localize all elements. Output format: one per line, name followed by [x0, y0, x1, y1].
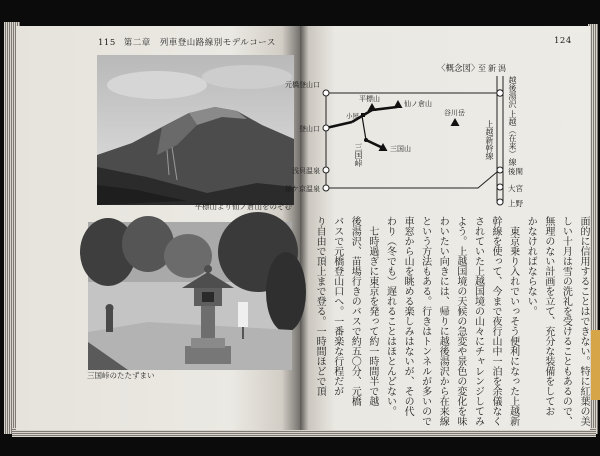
to-niigata-label: 至新潟	[478, 64, 508, 73]
left-running-head	[98, 36, 276, 48]
peak-sennokura: 仙ノ倉山	[404, 100, 432, 108]
station-gokan: 後閑	[508, 167, 523, 176]
photo-top-caption: 平標山より仙ノ倉山をのぞむ	[194, 202, 292, 211]
text-column: わり（冬でも）遅れることはほとんどない。	[384, 216, 396, 416]
station-marker-icon	[497, 199, 503, 205]
line-joetsu-shinkansen: 上越新幹線	[485, 120, 494, 160]
photo-bottom-caption: 三国峠のたたずまい	[87, 371, 155, 380]
text-column: 後湯沢、苗場行きのバスで約五〇分、元橋	[349, 216, 361, 406]
trail-segment	[362, 116, 366, 140]
station-marker-icon	[497, 167, 503, 173]
stop-sarugakyo-onsen: 猿ケ京温泉	[285, 185, 320, 193]
right-page-number: 124	[554, 36, 572, 46]
text-column: よう。上越国境の天候の急変や景色の変化を味	[454, 216, 466, 426]
text-column: しい十月は雪の洗礼を受けることもあるので、	[560, 216, 572, 426]
text-column: かなければならない。	[525, 216, 537, 316]
trail-segment	[366, 140, 383, 148]
hut-marker-icon	[361, 113, 365, 117]
trail-segment	[326, 122, 352, 128]
concept-map	[285, 45, 590, 215]
station-echigo-yuzawa: 越後湯沢	[508, 76, 517, 108]
photo-mountain-view	[97, 55, 294, 205]
peak-taira-ppyo: 平標山	[359, 95, 380, 103]
peak-mikuni-yama: 三国山	[390, 145, 411, 153]
left-page-number: 115	[98, 38, 116, 48]
text-column: 七時過ぎに東京を発って約一時間半で越	[366, 216, 378, 406]
station-ueno: 上野	[508, 199, 523, 208]
body-text	[308, 216, 592, 426]
text-column: 無理のない計画を立て、充分な装備をしてお	[542, 216, 554, 416]
trail-segment	[372, 107, 397, 110]
station-marker-icon	[323, 90, 329, 96]
station-marker-icon	[323, 185, 329, 191]
peak-tanigawa: 谷川岳	[444, 109, 465, 117]
line-joetsu-local: 上越（在来）線	[508, 110, 517, 166]
text-column: バスで元橋登山口へ。一番楽な行程だが	[331, 216, 343, 396]
stop-asakai-onsen: 浅貝温泉	[292, 167, 320, 175]
text-column: 東京乗り入れでいっそう便利になった上越新	[507, 216, 519, 426]
stop-trailhead: 登山口	[299, 125, 320, 133]
station-marker-icon	[323, 125, 329, 131]
mountain-triangle-icon	[394, 100, 403, 108]
stop-motohashi: 元橋登山口	[285, 81, 320, 89]
text-column: り自由で頂上まで登る。一時間ほどで頂	[314, 216, 326, 396]
station-omiya: 大宮	[508, 184, 523, 193]
pass-mikuni: 三国峠	[354, 143, 363, 167]
text-column: 幹線を使って、今まで夜行山中一泊を余儀なく	[490, 216, 502, 426]
station-marker-icon	[497, 184, 503, 190]
text-column: という方法もある。行きはトンネルが多いので	[419, 216, 431, 426]
station-marker-icon	[497, 90, 503, 96]
mountain-triangle-icon	[451, 118, 460, 126]
mountain-triangle-icon	[368, 103, 377, 111]
map-title: 〈概念図〉	[437, 64, 480, 74]
photo-mikuni-pass	[88, 222, 292, 370]
station-marker-icon	[323, 167, 329, 173]
bus-route-south	[326, 172, 497, 188]
pass-marker-icon	[364, 138, 368, 142]
text-column: されていた上越国境の山々にチャレンジしてみ	[472, 216, 484, 426]
index-tab	[591, 330, 600, 400]
text-column: わいたい向きには、帰りに越後湯沢から在来線	[437, 216, 449, 426]
chapter-title: 第二章 列車登山路線別モデルコース	[123, 38, 276, 48]
text-column: 車窓から山を眺める楽しみはないが、その代	[402, 216, 414, 416]
text-column: 面的に信用することはできない。特に紅葉の美	[578, 216, 589, 426]
hut-label: 小屋	[346, 112, 359, 120]
